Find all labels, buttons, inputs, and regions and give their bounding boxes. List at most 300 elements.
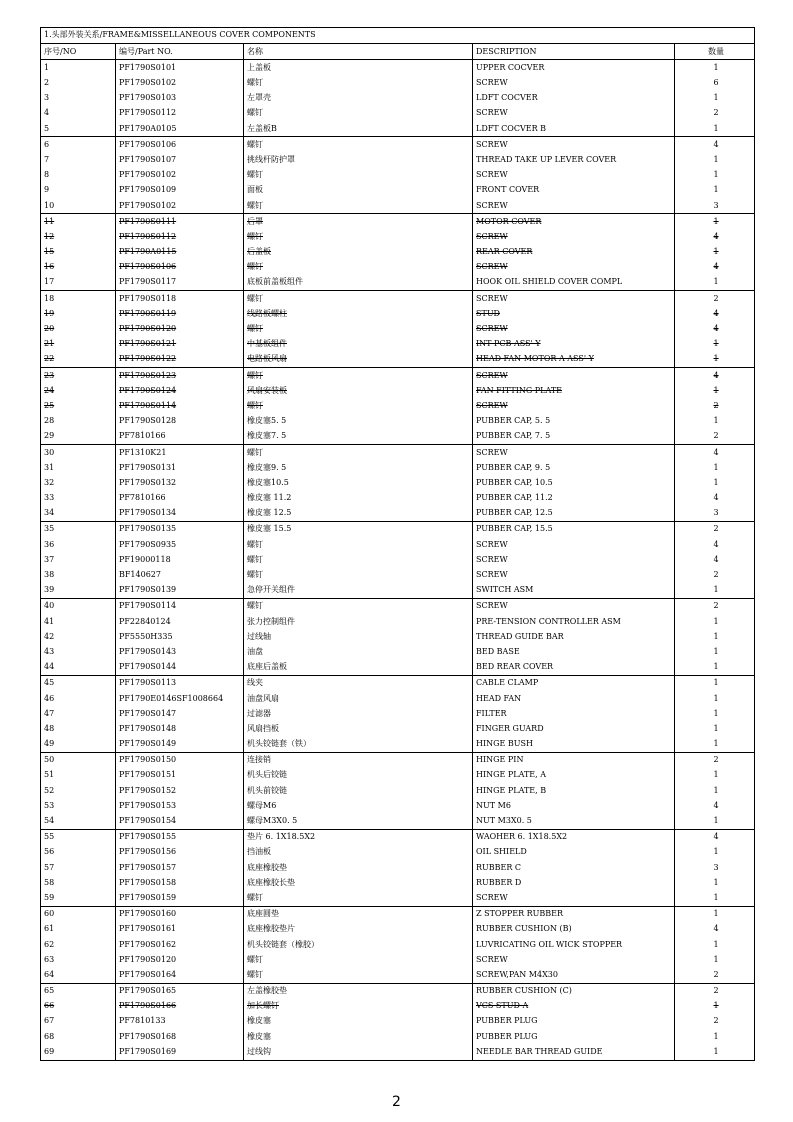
cell-name: 面板 [244,183,473,198]
cell-name: 电路板风扇 [244,352,473,368]
cell-no: 31 [41,460,116,475]
cell-name: 螺母M6 [244,798,473,813]
cell-description: SCREW [473,291,675,307]
col-header-no: 序号/NO [41,44,116,60]
cell-part-no: PF1790S0117 [116,275,244,291]
table-row [41,598,755,614]
cell-name: 加长螺钉 [244,999,473,1014]
table-row [41,445,755,461]
table-row [41,906,755,922]
table-row [41,60,755,76]
cell-no: 28 [41,414,116,429]
cell-name: 橡皮塞 12.5 [244,506,473,522]
cell-qty: 1 [675,245,755,260]
cell-part-no: PF1790S0131 [116,460,244,475]
cell-qty: 2 [675,967,755,983]
col-header-description: DESCRIPTION [473,44,675,60]
cell-description: HOOK OIL SHIELD COVER COMPL [473,275,675,291]
cell-part-no: PF1790S0128 [116,414,244,429]
cell-no: 4 [41,106,116,121]
table-row [41,768,755,783]
cell-qty: 1 [675,875,755,890]
cell-description: LDFT COCVER B [473,121,675,137]
cell-qty: 4 [675,445,755,461]
cell-part-no: PF1790S0123 [116,368,244,384]
cell-description: VCS STUD A [473,999,675,1014]
cell-part-no: PF1790S0149 [116,737,244,753]
cell-no: 50 [41,752,116,768]
cell-no: 65 [41,983,116,999]
table-row [41,552,755,567]
cell-name: 线夹 [244,675,473,691]
cell-no: 20 [41,322,116,337]
cell-name: 螺钉 [244,106,473,121]
cell-part-no: PF1790S0158 [116,875,244,890]
cell-qty: 1 [675,153,755,168]
table-row [41,860,755,875]
cell-description: BED REAR COVER [473,660,675,676]
cell-no: 10 [41,198,116,214]
cell-qty: 2 [675,399,755,414]
cell-description: LUVRICATING OIL WICK STOPPER [473,937,675,952]
cell-name: 橡皮塞 [244,1014,473,1029]
cell-name: 螺钉 [244,260,473,275]
cell-part-no: PF1790S0152 [116,783,244,798]
cell-qty: 2 [675,522,755,538]
cell-description: HINGE PLATE, B [473,783,675,798]
cell-no: 67 [41,1014,116,1029]
cell-name: 螺钉 [244,598,473,614]
cell-description: PUBBER CAP, 10.5 [473,475,675,490]
cell-description: FILTER [473,706,675,721]
table-row [41,891,755,907]
cell-name: 螺钉 [244,537,473,552]
table-row [41,845,755,860]
cell-description: SCREW,PAN M4X30 [473,967,675,983]
cell-part-no: PF1790S0165 [116,983,244,999]
table-row [41,737,755,753]
cell-no: 44 [41,660,116,676]
table-row [41,183,755,198]
cell-no: 34 [41,506,116,522]
cell-name: 底座橡胶长垫 [244,875,473,890]
cell-part-no: PF1790S0134 [116,506,244,522]
cell-qty: 1 [675,660,755,676]
cell-qty: 4 [675,537,755,552]
cell-description: SCREW [473,537,675,552]
cell-name: 挑线杆防护罩 [244,153,473,168]
parts-list-sheet [40,27,754,1061]
cell-qty: 1 [675,952,755,967]
cell-name: 螺钉 [244,291,473,307]
cell-no: 59 [41,891,116,907]
cell-part-no: PF1790E0146SF1008664 [116,691,244,706]
cell-qty: 1 [675,121,755,137]
cell-part-no: PF1790S0162 [116,937,244,952]
cell-qty: 1 [675,475,755,490]
cell-part-no: PF1790S0139 [116,583,244,599]
cell-qty: 1 [675,337,755,352]
cell-no: 54 [41,814,116,830]
cell-no: 11 [41,214,116,230]
cell-qty: 2 [675,106,755,121]
cell-description: BED BASE [473,645,675,660]
cell-description: SCREW [473,76,675,91]
cell-no: 18 [41,291,116,307]
cell-part-no: PF1790S0113 [116,675,244,691]
cell-description: FAN FITTING PLATE [473,383,675,398]
cell-qty: 4 [675,922,755,937]
cell-qty: 4 [675,829,755,845]
cell-no: 38 [41,568,116,583]
cell-part-no: PF1790S0143 [116,645,244,660]
cell-qty: 4 [675,552,755,567]
cell-part-no: PF1790S0106 [116,137,244,153]
cell-no: 19 [41,306,116,321]
cell-description: THREAD GUIDE BAR [473,629,675,644]
cell-qty: 1 [675,168,755,183]
cell-qty: 4 [675,322,755,337]
cell-no: 24 [41,383,116,398]
cell-qty: 1 [675,214,755,230]
cell-part-no: PF7810166 [116,491,244,506]
cell-name: 后盖板 [244,245,473,260]
table-row [41,967,755,983]
cell-qty: 1 [675,275,755,291]
cell-part-no: PF1790S0111 [116,214,244,230]
cell-name: 油盘 [244,645,473,660]
cell-description: PUBBER CAP, 15.5 [473,522,675,538]
cell-no: 53 [41,798,116,813]
cell-part-no: PF1790S0112 [116,229,244,244]
cell-qty: 1 [675,645,755,660]
cell-description: NUT M6 [473,798,675,813]
cell-part-no: PF1790S0103 [116,91,244,106]
table-row [41,706,755,721]
cell-name: 机头前铰链 [244,783,473,798]
cell-no: 16 [41,260,116,275]
cell-description: HEAD FAN MOTOR A ASS' Y [473,352,675,368]
cell-part-no: PF1790S0120 [116,322,244,337]
cell-description: HINGE PLATE, A [473,768,675,783]
cell-part-no: PF1790S0144 [116,660,244,676]
cell-part-no: PF1790S0157 [116,860,244,875]
cell-description: FINGER GUARD [473,721,675,736]
cell-description: PRE-TENSION CONTROLLER ASM [473,614,675,629]
cell-qty: 2 [675,291,755,307]
cell-description: NEEDLE BAR THREAD GUIDE [473,1044,675,1060]
cell-name: 螺钉 [244,198,473,214]
cell-qty: 1 [675,737,755,753]
cell-part-no: PF1790S0106 [116,260,244,275]
table-row [41,322,755,337]
cell-part-no: PF1790S0166 [116,999,244,1014]
cell-part-no: PF1790S0102 [116,198,244,214]
cell-description: HEAD FAN [473,691,675,706]
table-row [41,475,755,490]
cell-name: 后罩 [244,214,473,230]
table-row [41,399,755,414]
table-row [41,875,755,890]
cell-qty: 3 [675,860,755,875]
cell-no: 5 [41,121,116,137]
table-row [41,291,755,307]
cell-no: 64 [41,967,116,983]
cell-name: 机头铰链套（铁） [244,737,473,753]
cell-name: 挡油板 [244,845,473,860]
table-row [41,506,755,522]
table-row [41,76,755,91]
cell-no: 52 [41,783,116,798]
table-row [41,491,755,506]
cell-description: PUBBER CAP, 9. 5 [473,460,675,475]
cell-no: 3 [41,91,116,106]
table-row [41,583,755,599]
cell-name: 机头铰链套（橡胶） [244,937,473,952]
cell-qty: 2 [675,983,755,999]
cell-description: SCREW [473,106,675,121]
cell-qty: 1 [675,414,755,429]
cell-description: PUBBER PLUG [473,1029,675,1044]
table-row [41,798,755,813]
cell-no: 12 [41,229,116,244]
cell-no: 1 [41,60,116,76]
cell-description: HINGE BUSH [473,737,675,753]
cell-description: OIL SHIELD [473,845,675,860]
cell-qty: 1 [675,814,755,830]
table-row [41,783,755,798]
cell-description: SCREW [473,445,675,461]
table-row [41,168,755,183]
table-row [41,721,755,736]
cell-description: Z STOPPER RUBBER [473,906,675,922]
table-row [41,91,755,106]
cell-name: 上盖板 [244,60,473,76]
cell-part-no: BF140627 [116,568,244,583]
cell-no: 61 [41,922,116,937]
table-row [41,922,755,937]
cell-name: 螺钉 [244,368,473,384]
section-title: 1.头部外装关系/FRAME&MISSELLANEOUS COVER COMPONENTS [41,28,755,44]
table-row [41,245,755,260]
cell-qty: 4 [675,798,755,813]
table-row [41,983,755,999]
table-row [41,568,755,583]
cell-qty: 1 [675,706,755,721]
cell-description: SCREW [473,598,675,614]
cell-no: 7 [41,153,116,168]
cell-part-no: PF1790S0118 [116,291,244,307]
cell-name: 急停开关组件 [244,583,473,599]
cell-part-no: PF1790S0150 [116,752,244,768]
cell-qty: 1 [675,721,755,736]
cell-name: 张力控制组件 [244,614,473,629]
cell-description: SCREW [473,568,675,583]
cell-no: 49 [41,737,116,753]
cell-name: 螺钉 [244,568,473,583]
cell-description: THREAD TAKE UP LEVER COVER [473,153,675,168]
table-row [41,537,755,552]
cell-part-no: PF7810166 [116,429,244,445]
cell-description: CABLE CLAMP [473,675,675,691]
cell-qty: 1 [675,352,755,368]
cell-qty: 1 [675,91,755,106]
cell-part-no: PF1790S0132 [116,475,244,490]
table-row [41,660,755,676]
cell-no: 22 [41,352,116,368]
cell-description: SCREW [473,137,675,153]
cell-description: WAOHER 6. 1X18.5X2 [473,829,675,845]
cell-part-no: PF1790A0105 [116,121,244,137]
cell-name: 螺钉 [244,399,473,414]
cell-qty: 6 [675,76,755,91]
cell-name: 螺钉 [244,322,473,337]
cell-qty: 1 [675,691,755,706]
cell-no: 68 [41,1029,116,1044]
cell-name: 螺钉 [244,168,473,183]
table-row [41,1044,755,1060]
cell-part-no: PF1790S0102 [116,168,244,183]
cell-part-no: PF1790S0124 [116,383,244,398]
cell-name: 过滤器 [244,706,473,721]
cell-no: 56 [41,845,116,860]
cell-no: 51 [41,768,116,783]
col-header-name: 名称 [244,44,473,60]
cell-name: 橡皮塞 15.5 [244,522,473,538]
cell-qty: 1 [675,460,755,475]
table-row [41,1029,755,1044]
cell-qty: 1 [675,845,755,860]
cell-qty: 4 [675,229,755,244]
cell-qty: 1 [675,1029,755,1044]
page-number: 2 [392,1094,401,1110]
cell-part-no: PF1790S0160 [116,906,244,922]
cell-qty: 3 [675,198,755,214]
table-row [41,352,755,368]
cell-description: PUBBER CAP, 5. 5 [473,414,675,429]
cell-description: RUBBER C [473,860,675,875]
cell-no: 55 [41,829,116,845]
cell-description: RUBBER CUSHION (C) [473,983,675,999]
cell-name: 橡皮塞5. 5 [244,414,473,429]
cell-name: 中基板组件 [244,337,473,352]
table-row [41,429,755,445]
table-row [41,229,755,244]
cell-no: 33 [41,491,116,506]
cell-name: 橡皮塞9. 5 [244,460,473,475]
cell-name: 过线钩 [244,1044,473,1060]
cell-no: 15 [41,245,116,260]
cell-qty: 2 [675,429,755,445]
cell-qty: 4 [675,491,755,506]
cell-no: 25 [41,399,116,414]
cell-description: SCREW [473,260,675,275]
cell-no: 30 [41,445,116,461]
cell-name: 底座后盖板 [244,660,473,676]
cell-part-no: PF1790S0154 [116,814,244,830]
cell-no: 17 [41,275,116,291]
cell-no: 47 [41,706,116,721]
cell-no: 41 [41,614,116,629]
cell-description: LDFT COCVER [473,91,675,106]
table-row [41,137,755,153]
table-row [41,121,755,137]
cell-qty: 1 [675,183,755,198]
cell-name: 风扇挡板 [244,721,473,736]
table-row [41,952,755,967]
cell-qty: 1 [675,383,755,398]
cell-description: SCREW [473,322,675,337]
cell-qty: 1 [675,783,755,798]
cell-qty: 2 [675,598,755,614]
cell-name: 底板前盖板组件 [244,275,473,291]
cell-part-no: PF1790S0102 [116,76,244,91]
cell-name: 螺钉 [244,967,473,983]
cell-qty: 1 [675,675,755,691]
cell-qty: 1 [675,629,755,644]
cell-name: 螺母M3X0. 5 [244,814,473,830]
cell-name: 左罩壳 [244,91,473,106]
cell-name: 橡皮塞10.5 [244,475,473,490]
cell-qty: 1 [675,891,755,907]
cell-no: 60 [41,906,116,922]
cell-part-no: PF1790S0147 [116,706,244,721]
cell-description: MOTOR COVER [473,214,675,230]
cell-name: 橡皮塞 [244,1029,473,1044]
table-row [41,337,755,352]
cell-name: 螺钉 [244,229,473,244]
cell-name: 垫片 6. 1X18.5X2 [244,829,473,845]
table-row [41,829,755,845]
cell-no: 35 [41,522,116,538]
cell-description: HINGE PIN [473,752,675,768]
cell-description: PUBBER CAP, 12.5 [473,506,675,522]
parts-table-body [41,60,755,1060]
cell-description: SCREW [473,552,675,567]
cell-name: 风扇安装板 [244,383,473,398]
cell-description: SCREW [473,891,675,907]
cell-no: 58 [41,875,116,890]
cell-part-no: PF1790S0168 [116,1029,244,1044]
cell-name: 底座橡胶垫片 [244,922,473,937]
cell-qty: 1 [675,60,755,76]
cell-no: 21 [41,337,116,352]
cell-name: 机头后铰链 [244,768,473,783]
cell-no: 29 [41,429,116,445]
cell-part-no: PF1790S0121 [116,337,244,352]
cell-part-no: PF1790S0120 [116,952,244,967]
cell-no: 9 [41,183,116,198]
table-row [41,814,755,830]
cell-name: 螺钉 [244,76,473,91]
cell-qty: 2 [675,568,755,583]
cell-description: SCREW [473,198,675,214]
col-header-qty: 数量 [675,44,755,60]
cell-part-no: PF7810133 [116,1014,244,1029]
cell-name: 底座圆垫 [244,906,473,922]
table-row [41,383,755,398]
column-header-row [41,44,755,60]
cell-part-no: PF1790S0164 [116,967,244,983]
cell-part-no: PF1790S0119 [116,306,244,321]
cell-qty: 1 [675,906,755,922]
table-row [41,629,755,644]
table-row [41,414,755,429]
cell-qty: 1 [675,937,755,952]
cell-no: 57 [41,860,116,875]
cell-description: RUBBER CUSHION (B) [473,922,675,937]
cell-part-no: PF1790S0169 [116,1044,244,1060]
